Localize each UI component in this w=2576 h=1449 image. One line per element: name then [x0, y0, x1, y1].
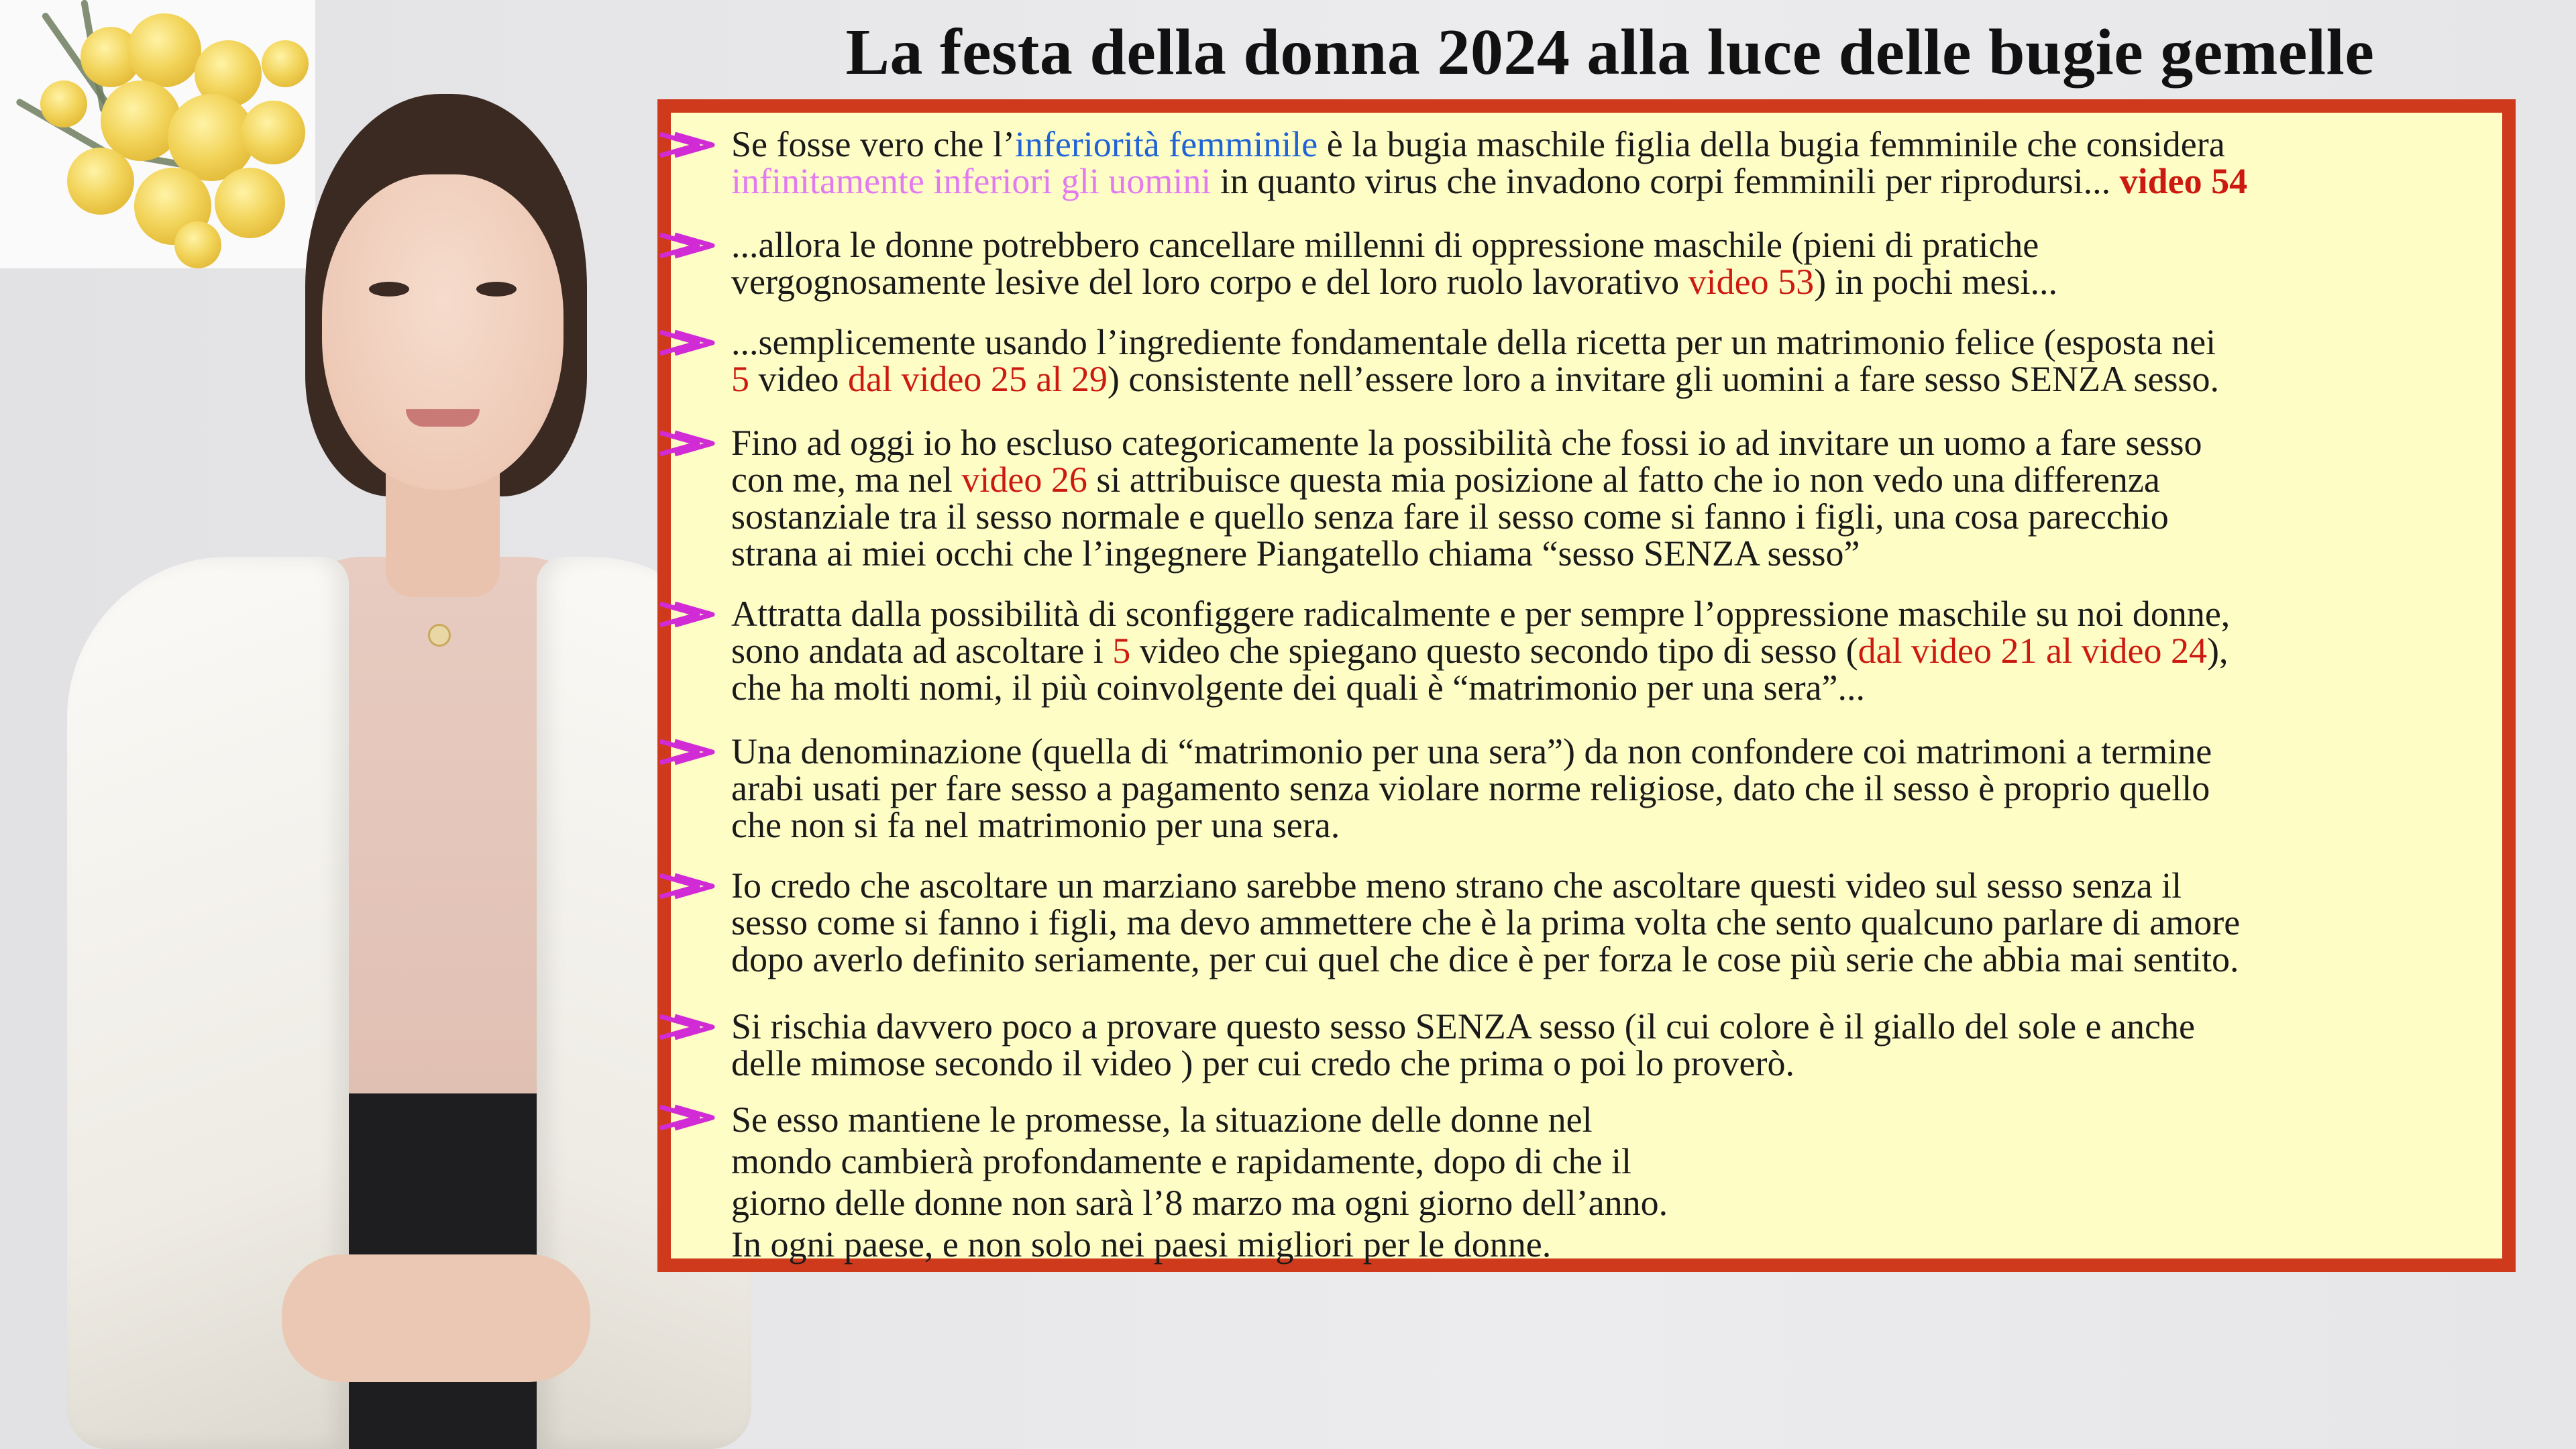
double-chevron-arrow-icon [657, 231, 718, 260]
paragraph-line [731, 1099, 2502, 1140]
highlighted-text: dal video 21 al video 24 [1858, 631, 2207, 671]
paragraph-line [731, 462, 2502, 498]
text-run: vergognosamente lesive del loro corpo e del loro ruolo lavorativo [731, 262, 1688, 302]
text-run: Una denominazione (quella di “matrimonio per una sera”) da non confondere coi matrimoni a termine [731, 731, 2212, 771]
presenter-mouth [406, 409, 480, 427]
bullet-paragraph-7 [731, 867, 2502, 978]
text-run: sono andata ad ascoltare i [731, 631, 1113, 671]
paragraph-line [731, 596, 2502, 633]
text-run: Se esso mantiene le promesse, la situazione delle donne nel [731, 1099, 1593, 1140]
paragraph-line [731, 1140, 2502, 1182]
text-run: è la bugia maschile figlia della bugia femminile che considera [1318, 124, 2225, 164]
paragraph-line [731, 1182, 2502, 1224]
text-run: ...semplicemente usando l’ingrediente fondamentale della ricetta per un matrimonio felice (esposta nei [731, 322, 2216, 362]
text-run: strana ai miei occhi che l’ingegnere Piangatello chiama “sesso SENZA sesso” [731, 533, 1860, 574]
bullet-paragraph-9 [731, 1099, 2502, 1265]
text-run: ) consistente nell’essere loro a invitare gli uomini a fare sesso SENZA sesso. [1107, 359, 2220, 399]
text-run: sesso come si fanno i figli, ma devo ammettere che è la prima volta che sento qualcuno parlare di amore [731, 902, 2241, 943]
paragraph-line [731, 498, 2502, 535]
text-run: sostanziale tra il sesso normale e quello senza fare il sesso come si fanno i figli, una cosa parecchio [731, 496, 2169, 537]
presenter-face [322, 174, 564, 490]
highlighted-text: video 26 [961, 460, 1087, 500]
presenter-eye-right [476, 282, 517, 297]
double-chevron-arrow-icon [657, 130, 718, 160]
text-run: con me, ma nel [731, 460, 962, 500]
text-run: Se fosse vero che l’ [731, 124, 1015, 164]
bullet-paragraph-5 [731, 596, 2502, 706]
text-run: In ogni paese, e non solo nei paesi migliori per le donne. [731, 1224, 1552, 1265]
text-run: arabi usati per fare sesso a pagamento senza violare norme religiose, dato che il sesso è proprio quello [731, 768, 2210, 808]
paragraph-line [731, 733, 2502, 770]
text-run: giorno delle donne non sarà l’8 marzo ma ogni giorno dell’anno. [731, 1183, 1668, 1223]
paragraph-line [731, 535, 2502, 572]
text-run: delle mimose secondo il video ) per cui credo che prima o poi lo proverò. [731, 1043, 1795, 1083]
double-chevron-arrow-icon [657, 871, 718, 901]
bullet-paragraph-8 [731, 1008, 2502, 1082]
bullet-paragraph-3 [731, 324, 2502, 398]
paragraph-line [731, 867, 2502, 904]
paragraph-line [731, 324, 2502, 361]
text-run: Io credo che ascoltare un marziano sarebbe meno strano che ascoltare questi video sul sesso senza il [731, 865, 2182, 906]
text-run: Attratta dalla possibilità di sconfiggere radicalmente e per sempre l’oppressione maschile su noi donne, [731, 594, 2231, 634]
text-run: Si rischia davvero poco a provare questo sesso SENZA sesso (il cui colore è il giallo del sole e anche [731, 1006, 2195, 1046]
text-run: che non si fa nel matrimonio per una sera. [731, 805, 1340, 845]
paragraph-line [731, 770, 2502, 807]
bullet-paragraph-1 [731, 126, 2502, 200]
presenter-avatar [40, 87, 724, 1449]
text-run: si attribuisce questa mia posizione al fatto che io non vedo una differenza [1087, 460, 2160, 500]
presenter-hands [282, 1254, 590, 1382]
bullet-paragraph-2 [731, 227, 2502, 301]
paragraph-line [731, 1008, 2502, 1045]
paragraph-line [731, 1224, 2502, 1265]
text-run: dopo averlo definito seriamente, per cui quel che dice è per forza le cose più serie che abbia mai sentito. [731, 939, 2239, 979]
text-run: ), [2206, 631, 2229, 671]
text-run: ) in pochi mesi... [1814, 262, 2058, 302]
text-run: video che spiegano questo secondo tipo di sesso ( [1130, 631, 1858, 671]
text-run: che ha molti nomi, il più coinvolgente dei quali è “matrimonio per una sera”... [731, 667, 1866, 708]
highlighted-text: video 53 [1688, 262, 1815, 302]
paragraph-line [731, 633, 2502, 669]
paragraph-line [731, 1045, 2502, 1082]
text-run: in quanto virus che invadono corpi femminili per riprodursi... [1211, 161, 2120, 201]
paragraph-line [731, 807, 2502, 844]
text-run: mondo cambierà profondamente e rapidamente, dopo di che il [731, 1141, 1632, 1181]
slide-title: La festa della donna 2024 alla luce delle bugie gemelle [845, 16, 2375, 89]
text-panel [657, 99, 2516, 1272]
highlighted-text: inferiorità femminile [1014, 124, 1318, 164]
presenter-eye-left [369, 282, 409, 297]
highlighted-text: 5 [1112, 631, 1131, 671]
double-chevron-arrow-icon [657, 1012, 718, 1042]
text-run: video [749, 359, 848, 399]
double-chevron-arrow-icon [657, 429, 718, 458]
highlighted-text: 5 [731, 359, 749, 399]
paragraph-line [731, 941, 2502, 978]
double-chevron-arrow-icon [657, 600, 718, 629]
paragraph-line [731, 163, 2502, 200]
bullet-paragraph-4 [731, 425, 2502, 572]
highlighted-text: dal video 25 al 29 [847, 359, 1108, 399]
double-chevron-arrow-icon [657, 1103, 718, 1132]
paragraph-line [731, 425, 2502, 462]
paragraph-line [731, 669, 2502, 706]
paragraph-line [731, 126, 2502, 163]
bullet-paragraph-6 [731, 733, 2502, 844]
paragraph-line [731, 264, 2502, 301]
paragraph-line [731, 904, 2502, 941]
double-chevron-arrow-icon [657, 328, 718, 358]
paragraph-line [731, 227, 2502, 264]
paragraph-line [731, 361, 2502, 398]
presenter-necklace [428, 624, 451, 647]
text-run: ...allora le donne potrebbero cancellare millenni di oppressione maschile (pieni di pratiche [731, 225, 2039, 265]
double-chevron-arrow-icon [657, 737, 718, 767]
text-run: Fino ad oggi io ho escluso categoricamente la possibilità che fossi io ad invitare un uomo a fare sesso [731, 423, 2202, 463]
highlighted-text: infinitamente inferiori gli uomini [731, 161, 1212, 201]
highlighted-text: video 54 [2119, 161, 2248, 201]
